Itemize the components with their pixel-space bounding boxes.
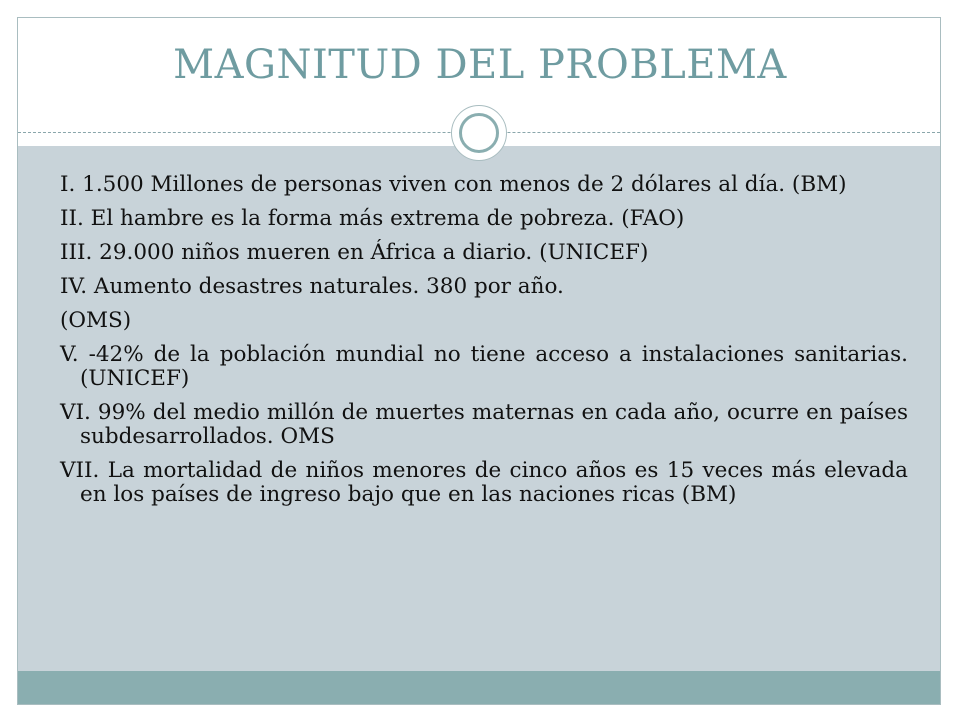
list-item-3: III. 29.000 niños mueren en África a diario. (UNICEF) — [60, 240, 649, 265]
list-item-1: I. 1.500 Millones de personas viven con menos de 2 dólares al día. (BM) — [60, 172, 847, 197]
list-item-4-source: (OMS) — [60, 308, 132, 333]
list-item-2: II. El hambre es la forma más extrema de pobreza. (FAO) — [60, 206, 685, 231]
problem-list — [60, 173, 908, 517]
circle-ring-icon — [451, 105, 507, 161]
list-item-4: IV. Aumento desastres naturales. 380 por año. — [60, 274, 564, 299]
list-item-7: VII. La mortalidad de niños menores de cinco años es 15 veces más elevada en los países de ingreso bajo que en las naciones ricas (BM) — [60, 458, 908, 507]
ring-inner — [459, 113, 499, 153]
slide-title: MAGNITUD DEL PROBLEMA — [173, 42, 787, 88]
list-item-5: V. -42% de la población mundial no tiene acceso a instalaciones sanitarias. (UNICEF) — [60, 342, 908, 391]
footer-bar — [18, 671, 940, 704]
list-item-6: VI. 99% del medio millón de muertes maternas en cada año, ocurre en países subdesarrollados. OMS — [60, 400, 908, 449]
